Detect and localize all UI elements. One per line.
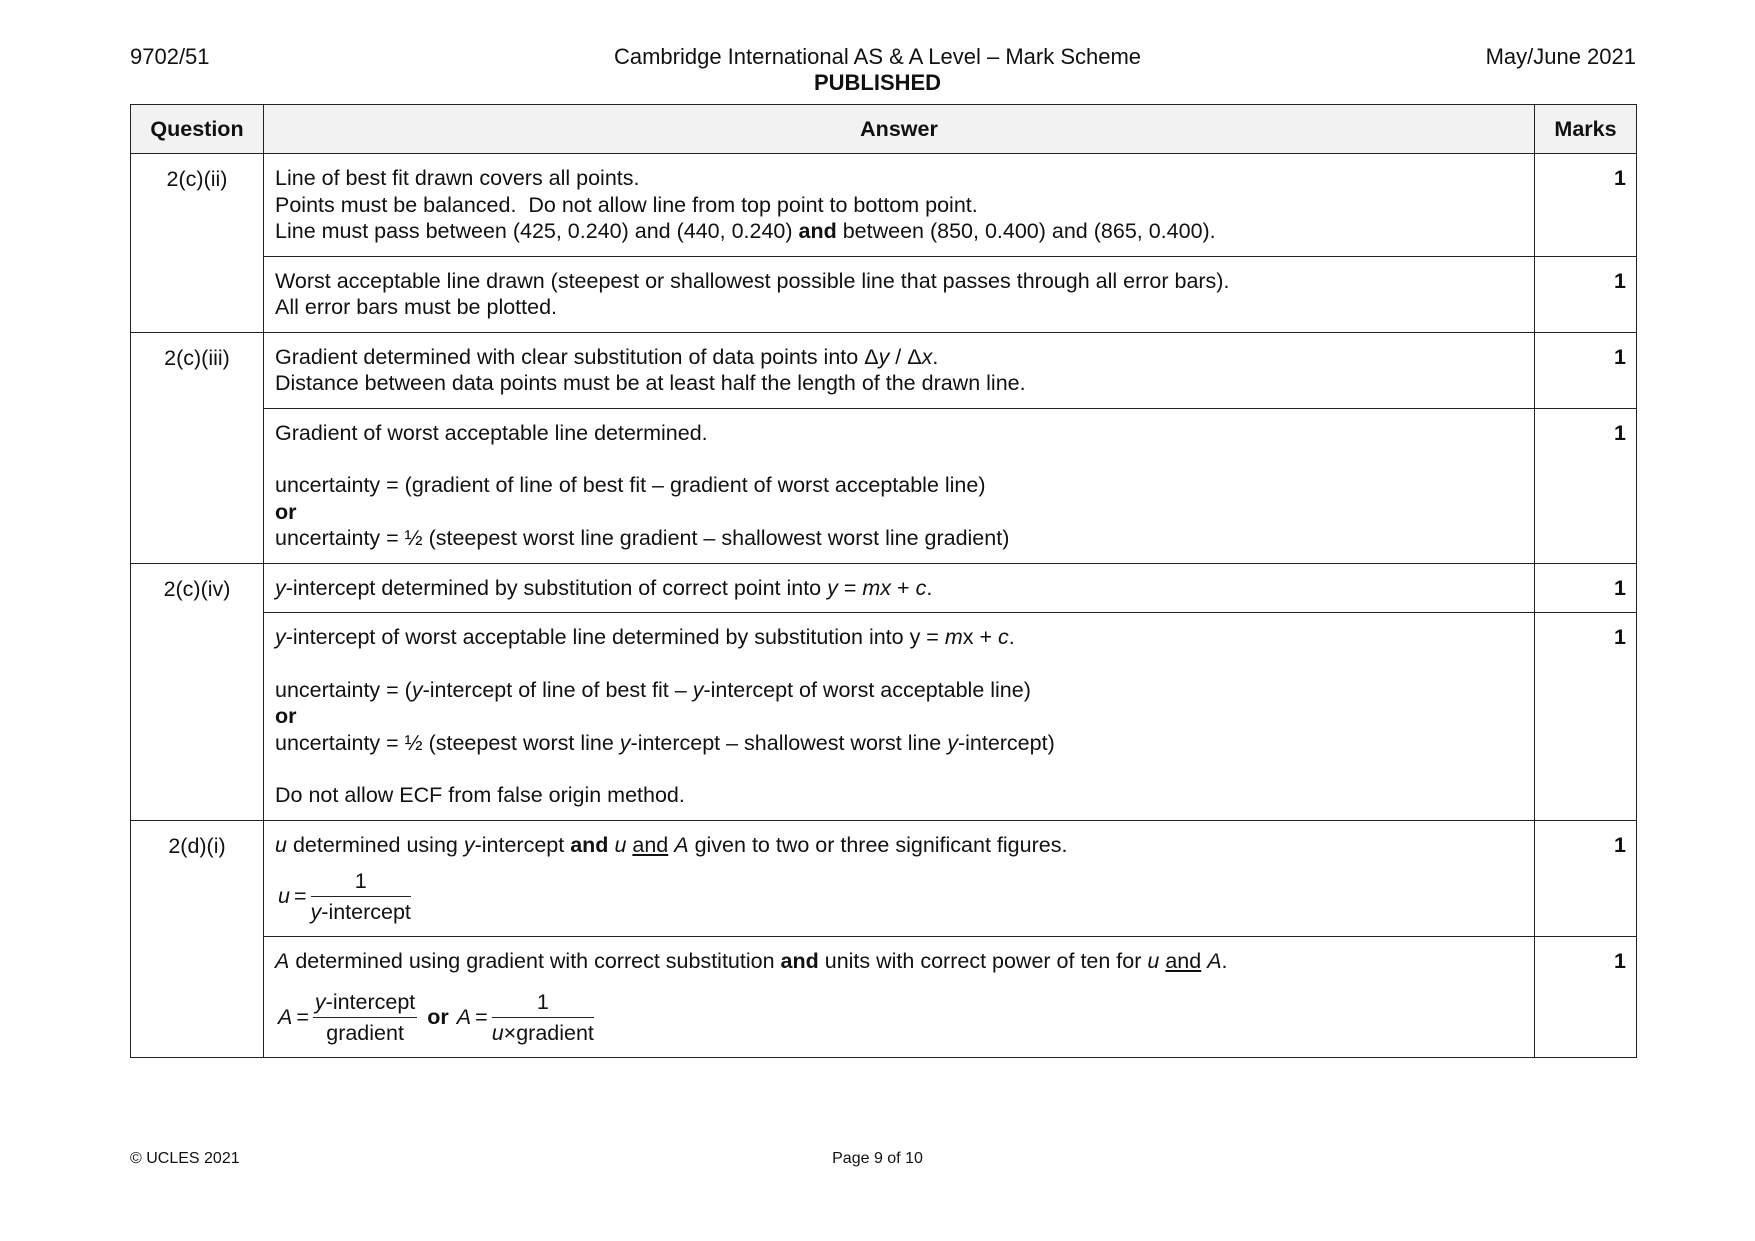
formula-u: u = $\frac{1}{\text{y-intercept}}$: [278, 869, 411, 924]
copyright-notice: © UCLES 2021: [130, 1150, 240, 1167]
or-connector: or: [275, 704, 297, 728]
marks-value: 1: [1535, 408, 1637, 563]
marks-value: 1: [1535, 563, 1637, 613]
answer-cell: [264, 256, 1535, 332]
question-number: 2(c)(iii): [131, 332, 264, 563]
column-header-question: Question: [131, 105, 264, 154]
answer-line: Points must be balanced. Do not allow line from top point to bottom point.: [275, 192, 978, 217]
answer-line: uncertainty = (gradient of line of best fit – gradient of worst acceptable line): [275, 473, 986, 497]
table-row: [131, 820, 1637, 937]
marks-value: 1: [1535, 154, 1637, 257]
mark-scheme-table: [130, 104, 1637, 1058]
table-row: [131, 256, 1637, 332]
answer-line: Line of best fit drawn covers all points.: [275, 166, 640, 190]
table-row: [131, 154, 1637, 257]
answer-cell: [264, 820, 1535, 937]
exam-session: May/June 2021: [1485, 44, 1636, 69]
marks-value: 1: [1535, 332, 1637, 408]
answer-line: uncertainty = (y-intercept of line of best fit – y-intercept of worst acceptable line): [275, 677, 1031, 702]
answer-line: u determined using y-intercept and u and A given to two or three significant figures.: [275, 832, 1068, 857]
answer-line: Distance between data points must be at least half the length of the drawn line.: [275, 371, 1026, 395]
answer-line: All error bars must be plotted.: [275, 295, 558, 319]
paper-code: 9702/51: [130, 44, 210, 69]
or-connector: or: [275, 499, 297, 524]
table-row: [131, 408, 1637, 563]
question-number: 2(c)(iv): [131, 563, 264, 820]
table-row: [131, 937, 1637, 1058]
table-header-row: [131, 105, 1637, 154]
answer-line: A determined using gradient with correct substitution and units with correct power of ten for u and A.: [275, 949, 1228, 973]
answer-cell: [264, 563, 1535, 613]
answer-line: Do not allow ECF from false origin method.: [275, 783, 685, 807]
marks-value: 1: [1535, 613, 1637, 821]
fraction: $\frac{1}{\text{u×gradient}}$: [491, 989, 594, 1045]
answer-cell: [264, 332, 1535, 408]
fraction: $\frac{1}{\text{y-intercept}}$: [310, 869, 411, 924]
fraction: $\frac{\text{y-intercept}}{\text{gradient}}$: [314, 989, 416, 1045]
formula-a: A = $\frac{\text{y-intercept}}{\text{gradient}}$ or A = $\frac{1}{\text{u×gradient}}$: [278, 989, 594, 1045]
column-header-marks: Marks: [1535, 105, 1637, 154]
answer-cell: [264, 937, 1535, 1058]
table-row: [131, 613, 1637, 821]
answer-line: Gradient determined with clear substitution of data points into Δy / Δx.: [275, 344, 939, 369]
page-number: Page 9 of 10: [832, 1150, 923, 1167]
table-row: [131, 332, 1637, 408]
answer-line: Worst acceptable line drawn (steepest or shallowest possible line that passes through all error bars).: [275, 268, 1230, 293]
question-number: 2(c)(ii): [131, 154, 264, 333]
published-label: PUBLISHED: [813, 70, 942, 95]
answer-line: uncertainty = ½ (steepest worst line gradient – shallowest worst line gradient): [275, 526, 1010, 550]
answer-line: uncertainty = ½ (steepest worst line y-intercept – shallowest worst line y-intercept): [275, 730, 1055, 755]
marks-value: 1: [1535, 937, 1637, 1058]
answer-line: y-intercept of worst acceptable line determined by substitution into y = mx + c.: [275, 625, 1015, 649]
answer-line: Line must pass between (425, 0.240) and (440, 0.240) and between (850, 0.400) and (865, 0.400).: [275, 219, 1216, 243]
answer-line: y-intercept determined by substitution of correct point into y = mx + c.: [275, 575, 933, 600]
column-header-answer: Answer: [264, 105, 1535, 154]
answer-cell: [264, 613, 1535, 821]
answer-cell: [264, 408, 1535, 563]
table-row: [131, 563, 1637, 613]
marks-value: 1: [1535, 256, 1637, 332]
question-number: 2(d)(i): [131, 820, 264, 1057]
answer-cell: [264, 154, 1535, 257]
marks-value: 1: [1535, 820, 1637, 937]
answer-line: Gradient of worst acceptable line determined.: [275, 420, 708, 445]
title-text: Cambridge International AS & A Level – Mark Scheme: [613, 44, 1142, 69]
